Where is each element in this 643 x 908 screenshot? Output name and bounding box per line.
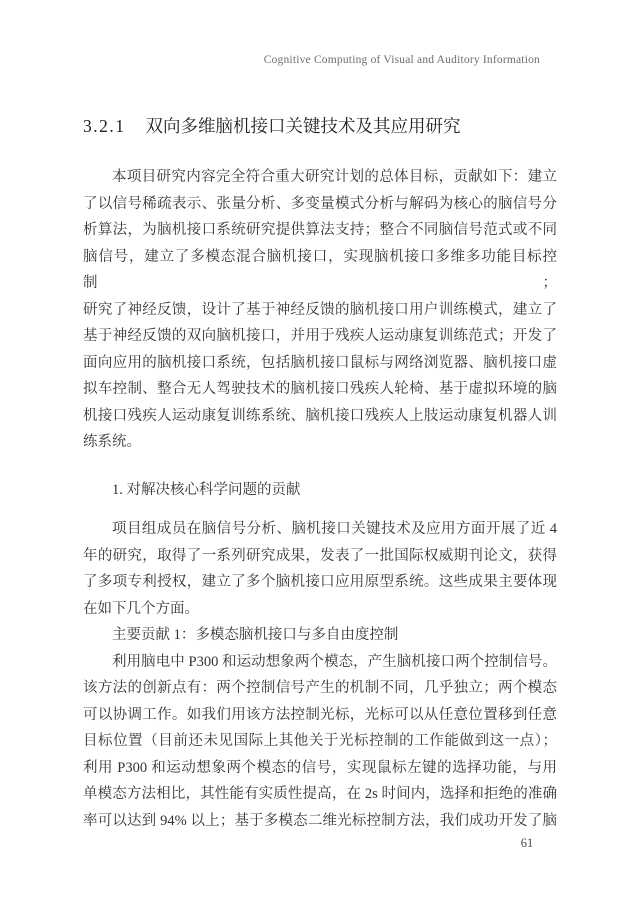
text-line: 年的研究，取得了一系列研究成果，发表了一批国际权威期刊论文，获得 <box>83 547 557 564</box>
text-line: 目标位置（目前还未见国际上其他关于光标控制的工作能做到这一点）； <box>83 733 557 749</box>
section-number: 3.2.1 <box>83 116 126 136</box>
text-line: 练系统。 <box>83 434 141 450</box>
text-line: 了多项专利授权，建立了多个脑机接口应用原型系统。这些成果主要体现 <box>83 574 557 590</box>
body-text <box>83 164 557 834</box>
page-number: 61 <box>520 836 534 850</box>
text-line: 项目组成员在脑信号分析、脑机接口关键技术及应用方面开展了近 4 <box>112 521 557 537</box>
text-line: 率可以达到 94% 以上；基于多模态二维光标控制方法，我们成功开发了脑 <box>83 812 557 829</box>
text-line: 基于神经反馈的双向脑机接口，并用于残疾人运动康复训练范式；开发了 <box>83 328 557 344</box>
text-line: 利用脑电中 P300 和运动想象两个模态，产生脑机接口两个控制信号。 <box>112 653 557 670</box>
text-line: 在如下几个方面。 <box>83 600 199 617</box>
text-line: 可以协调工作。如我们用该方法控制光标，光标可以从任意位置移到任意 <box>83 706 557 723</box>
main-contribution-1-heading: 主要贡献 1：多模态脑机接口与多自由度控制 <box>112 627 399 643</box>
text-line: 拟车控制、整合无人驾驶技术的脑机接口残疾人轮椅、基于虚拟环境的脑 <box>83 381 557 397</box>
text-line: 研究了神经反馈，设计了基于神经反馈的脑机接口用户训练模式，建立了 <box>83 301 557 318</box>
section-title: 双向多维脑机接口关键技术及其应用研究 <box>145 116 461 136</box>
running-header: Cognitive Computing of Visual and Auditory Information <box>263 54 540 66</box>
text-line: 利用 P300 和运动想象两个模态的信号，实现鼠标左键的选择功能，与用 <box>83 759 557 776</box>
text-line: 脑信号，建立了多模态混合脑机接口，实现脑机接口多维多功能目标控制； <box>83 248 557 291</box>
text-line: 本项目研究内容完全符合重大研究计划的总体目标，贡献如下：建立 <box>112 169 557 185</box>
text-line: 面向应用的脑机接口系统，包括脑机接口鼠标与网络浏览器、脑机接口虚 <box>83 354 557 371</box>
text-line: 该方法的创新点有：两个控制信号产生的机制不同，几乎独立；两个模态 <box>83 680 557 696</box>
section-heading <box>83 113 461 138</box>
text-line: 了以信号稀疏表示、张量分析、多变量模式分析与解码为核心的脑信号分 <box>83 195 557 212</box>
text-line: 析算法，为脑机接口系统研究提供算法支持；整合不同脑信号范式或不同 <box>83 222 557 238</box>
contribution-subheading: 1. 对解决核心科学问题的贡献 <box>112 481 301 498</box>
text-line: 单模态方法相比，其性能有实质性提高，在 2s 时间内，选择和拒绝的准确 <box>83 786 557 802</box>
text-line: 机接口残疾人运动康复训练系统、脑机接口残疾人上肢运动康复机器人训 <box>83 407 557 424</box>
